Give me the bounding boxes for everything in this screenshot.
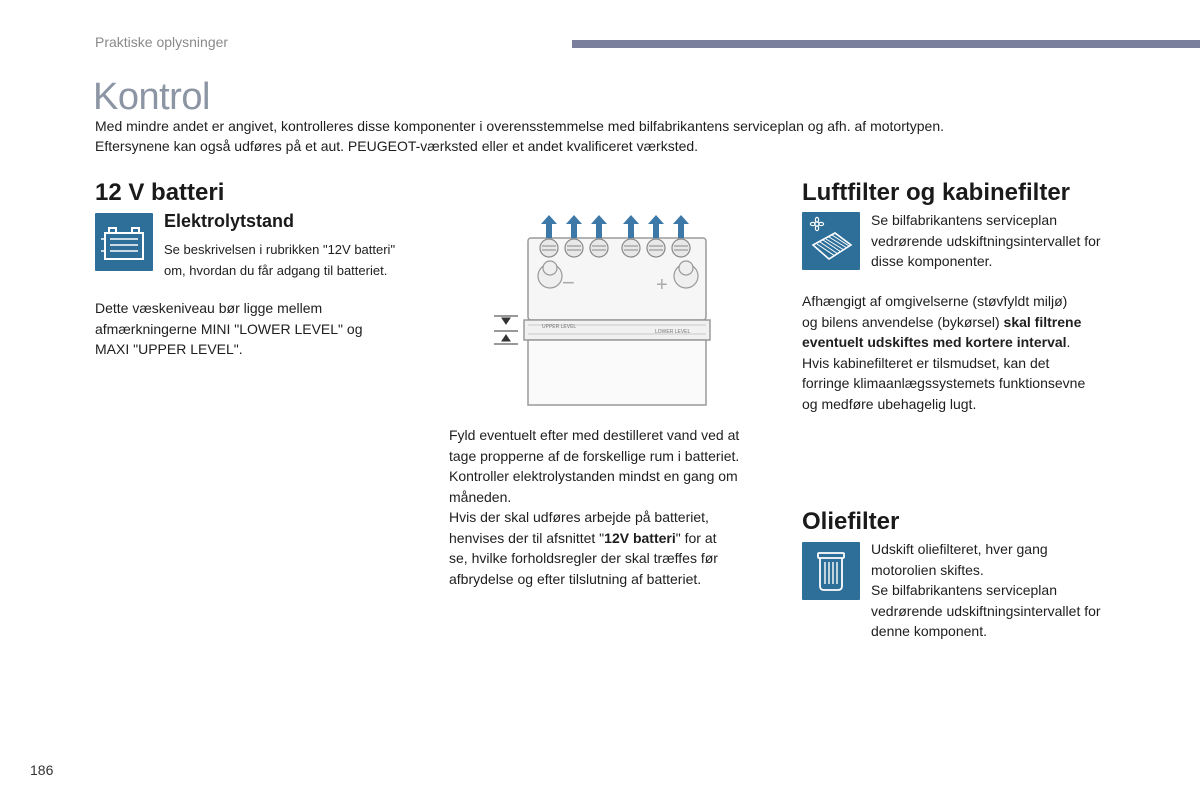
intro-line: Med mindre andet er angivet, kontrolleres disse komponenter i overensstemmelse med bilfabrikantens serviceplan og afh. af motortypen. bbox=[95, 118, 944, 134]
text-line: motorolien skiftes. bbox=[871, 561, 984, 578]
text-line: Dette væskeniveau bør ligge mellem bbox=[95, 300, 323, 316]
text-line: Fyld eventuelt efter med destilleret vand ved at bbox=[449, 427, 740, 443]
text-line: Se beskrivelsen i rubrikken "12V batteri" bbox=[164, 242, 396, 257]
text-line: Kontroller elektrolystanden mindst en gang om bbox=[449, 468, 738, 484]
negative-sign: − bbox=[562, 270, 575, 295]
text-line: disse komponenter. bbox=[871, 253, 993, 269]
text-line: afbrydelse og efter tilslutning af batteriet. bbox=[449, 570, 702, 587]
oil-filter-text bbox=[871, 539, 1171, 642]
text-part: " for at bbox=[675, 529, 717, 546]
text-part: henvises der til afsnittet " bbox=[449, 529, 605, 546]
text-line: vedrørende udskiftningsintervallet for bbox=[871, 602, 1101, 619]
electrolyte-subheading: Elektrolytstand bbox=[164, 211, 295, 231]
refill-instructions bbox=[449, 425, 779, 589]
text-line: tage propperne af de forskellige rum i batteriet. bbox=[449, 447, 740, 464]
air-filter-heading: Luftfilter og kabinefilter bbox=[802, 179, 1071, 206]
header-bar bbox=[572, 40, 1200, 48]
text-line: se, hvilke forholdsregler der skal træffes før bbox=[449, 550, 718, 566]
page-title: Kontrol bbox=[93, 76, 210, 118]
intro-text bbox=[95, 116, 1095, 156]
lower-level-label: LOWER LEVEL bbox=[655, 329, 691, 335]
text-line bbox=[802, 312, 1162, 333]
text-line: Udskift oliefilteret, hver gang bbox=[871, 541, 1048, 557]
electrolyte-level-text bbox=[95, 298, 415, 360]
text-line: Afhængigt af omgivelserne (støvfyldt miljø) bbox=[802, 293, 1068, 309]
battery-level-diagram bbox=[490, 210, 720, 420]
air-filter-service-text bbox=[871, 210, 1171, 272]
cap-removal-arrows bbox=[541, 215, 689, 238]
level-markers bbox=[494, 316, 518, 344]
bold-text: eventuelt udskiftes med kortere interval bbox=[802, 334, 1067, 350]
battery-heading: 12 V batteri bbox=[95, 179, 225, 206]
text-line: Se bilfabrikantens serviceplan bbox=[871, 582, 1057, 598]
text-line: vedrørende udskiftningsintervallet for bbox=[871, 232, 1101, 249]
text-line: Hvis der skal udføres arbejde på batteriet, bbox=[449, 509, 709, 525]
air-filter-conditions-text bbox=[802, 291, 1162, 414]
upper-level-label: UPPER LEVEL bbox=[542, 324, 577, 330]
text-line: denne komponent. bbox=[871, 623, 987, 639]
text-line: måneden. bbox=[449, 488, 512, 505]
battery-reference-text bbox=[164, 240, 444, 281]
text-line: og medføre ubehagelig lugt. bbox=[802, 395, 977, 412]
oil-filter-heading: Oliefilter bbox=[802, 508, 900, 535]
bold-text: skal filtrene bbox=[1003, 313, 1082, 330]
text-line: om, hvordan du får adgang til batteriet. bbox=[164, 262, 388, 278]
page-number: 186 bbox=[30, 762, 54, 778]
text-line: Hvis kabinefilteret er tilsmudset, kan det bbox=[802, 354, 1050, 371]
battery-icon bbox=[95, 213, 153, 271]
text-line bbox=[449, 528, 779, 549]
text-line: MAXI "UPPER LEVEL". bbox=[95, 341, 243, 357]
text-line: forringe klimaanlægssystemets funktionsevne bbox=[802, 375, 1086, 391]
text-part: og bilens anvendelse (bykørsel) bbox=[802, 313, 1004, 330]
air-filter-icon bbox=[802, 212, 860, 270]
battery-section-link: 12V batteri bbox=[604, 529, 676, 546]
text-line: Se bilfabrikantens serviceplan bbox=[871, 212, 1057, 228]
text-line bbox=[802, 332, 1162, 353]
text-line: afmærkningerne MINI "LOWER LEVEL" og bbox=[95, 320, 363, 337]
intro-line: Eftersynene kan også udføres på et aut. PEUGEOT-værksted eller et andet kvalificeret værksted. bbox=[95, 138, 699, 154]
oil-filter-icon bbox=[802, 542, 860, 600]
positive-sign: + bbox=[656, 274, 668, 296]
text-part: . bbox=[1066, 334, 1071, 350]
section-header: Praktiske oplysninger bbox=[95, 34, 229, 50]
